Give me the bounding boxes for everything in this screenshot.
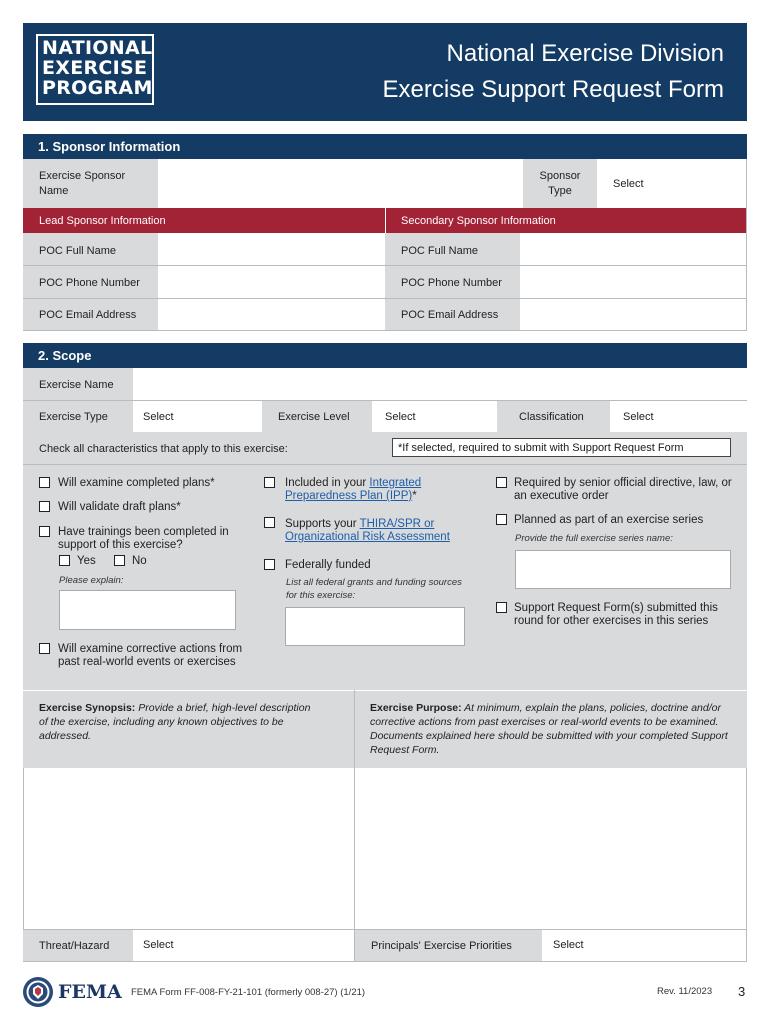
grants-textarea[interactable] [285, 607, 465, 646]
checkbox-validate-draft-plans[interactable] [39, 501, 50, 512]
section-2-title: 2. Scope [23, 343, 747, 368]
lead-poc-phone-input[interactable] [158, 266, 384, 297]
checkbox-examine-completed-plans[interactable] [39, 477, 50, 488]
purpose-text: At minimum, explain the plans, policies, doctrine and/or corrective actions from past exercises or real-world events to be examined. Documents explained here should be submitted with your completed Support Request Form. [370, 702, 728, 756]
right-border [746, 159, 747, 331]
secondary-poc-phone-label: POC Phone Number [401, 277, 502, 289]
opt-validate-draft-plans: Will validate draft plans* [58, 501, 181, 513]
opt-senior-directive: Required by senior official directive, law, or an executive order [514, 477, 732, 502]
exercise-name-label: Exercise Name [39, 379, 114, 391]
row-divider [23, 961, 747, 962]
checkbox-exercise-series[interactable] [496, 514, 507, 525]
secondary-poc-name-label: POC Full Name [401, 245, 479, 257]
threat-label: Threat/Hazard [39, 940, 110, 952]
page-number: 3 [738, 984, 746, 999]
lead-poc-name-input[interactable] [158, 234, 384, 265]
row-divider [23, 464, 747, 465]
fema-wordmark: FEMA [58, 981, 122, 1003]
dhs-seal-icon [22, 976, 54, 1008]
exercise-type-label: Exercise Type [39, 411, 108, 423]
synopsis-instructions [39, 701, 314, 743]
purpose-textarea[interactable] [355, 768, 746, 929]
explain-hint: Please explain: [59, 575, 124, 586]
header-title-line1: National Exercise Division [446, 40, 724, 67]
logo-line-3: PROGRAM [42, 77, 153, 99]
logo-line-1: NATIONAL [42, 37, 153, 59]
purpose-label: Exercise Purpose: [370, 702, 462, 714]
subheader-divider [385, 208, 386, 233]
checkbox-senior-directive[interactable] [496, 477, 507, 488]
opt-ipp-suffix: * [412, 490, 417, 502]
opt-trainings-completed: Have trainings been completed in support of this exercise? [58, 526, 229, 551]
purpose-instructions [370, 701, 735, 757]
form-identifier: FEMA Form FF-008-FY-21-101 (formerly 008-27) (1/21) [131, 987, 366, 998]
revision-date: Rev. 11/2023 [657, 986, 713, 997]
synopsis-text: Provide a brief, high-level description of the exercise, including any known objectives to be addressed. [39, 702, 311, 742]
exercise-name-input[interactable] [133, 368, 746, 400]
grants-hint: List all federal grants and funding sources for this exercise: [286, 577, 462, 601]
opt-thira [285, 518, 485, 544]
series-name-textarea[interactable] [515, 550, 731, 589]
opt-federally-funded: Federally funded [285, 559, 371, 571]
secondary-poc-email-input[interactable] [520, 299, 746, 330]
checkbox-corrective-actions[interactable] [39, 643, 50, 654]
lead-poc-email-label: POC Email Address [39, 309, 137, 321]
lead-poc-name-label: POC Full Name [39, 245, 117, 257]
checkbox-ipp[interactable] [264, 477, 275, 488]
explain-textarea[interactable] [59, 590, 236, 630]
series-hint: Provide the full exercise series name: [515, 533, 673, 544]
checkbox-trainings-completed[interactable] [39, 526, 50, 537]
priorities-label: Principals' Exercise Priorities [371, 940, 512, 952]
nep-logo [36, 34, 154, 105]
opt-other-requests: Support Request Form(s) submitted this round for other exercises in this series [514, 602, 718, 627]
lead-poc-email-input[interactable] [158, 299, 384, 330]
secondary-poc-email-label: POC Email Address [401, 309, 499, 321]
thira-link[interactable]: THIRA/SPR or Organizational Risk Assessment [285, 518, 450, 543]
sponsor-type-label: Sponsor Type [539, 170, 581, 197]
classification-select[interactable]: Select [623, 411, 654, 423]
checkbox-thira[interactable] [264, 517, 275, 528]
synopsis-textarea[interactable] [24, 768, 354, 929]
exercise-sponsor-label: Exercise Sponsor Name [39, 170, 126, 197]
synopsis-label: Exercise Synopsis: [39, 702, 136, 714]
opt-no: No [132, 555, 147, 567]
sponsor-type-select[interactable]: Select [613, 178, 644, 190]
header-title-line2: Exercise Support Request Form [382, 76, 724, 103]
checkbox-yes[interactable] [59, 555, 70, 566]
row-divider [23, 690, 747, 691]
section-1-title: 1. Sponsor Information [23, 134, 747, 159]
opt-corrective-actions: Will examine corrective actions from past real-world events or exercises [58, 643, 243, 668]
exercise-type-select[interactable]: Select [143, 411, 174, 423]
checkbox-other-requests[interactable] [496, 602, 507, 613]
ipp-link[interactable]: Integrated Preparedness Plan (IPP) [285, 477, 422, 502]
opt-examine-completed-plans: Will examine completed plans* [58, 477, 215, 489]
lead-sponsor-header: Lead Sponsor Information [39, 215, 166, 227]
check-all-label: Check all characteristics that apply to this exercise: [39, 443, 288, 455]
row-divider [23, 330, 747, 331]
secondary-sponsor-header: Secondary Sponsor Information [401, 215, 556, 227]
secondary-poc-name-input[interactable] [520, 234, 746, 265]
secondary-poc-phone-input[interactable] [520, 266, 746, 297]
opt-thira-prefix: Supports your [285, 518, 360, 530]
priorities-select[interactable]: Select [553, 939, 584, 951]
lead-poc-phone-label: POC Phone Number [39, 277, 140, 289]
classification-label: Classification [519, 411, 584, 423]
opt-ipp-prefix: Included in your [285, 477, 370, 489]
exercise-level-select[interactable]: Select [385, 411, 416, 423]
right-border [746, 768, 747, 961]
exercise-level-label: Exercise Level [278, 411, 350, 423]
checkbox-no[interactable] [114, 555, 125, 566]
required-note: *If selected, required to submit with Support Request Form [392, 438, 731, 457]
opt-ipp [285, 477, 480, 503]
checkbox-federally-funded[interactable] [264, 559, 275, 570]
exercise-sponsor-input[interactable] [158, 159, 523, 208]
logo-line-2: EXERCISE [42, 57, 148, 79]
opt-exercise-series: Planned as part of an exercise series [514, 514, 704, 526]
opt-yes: Yes [77, 555, 96, 567]
threat-select[interactable]: Select [143, 939, 174, 951]
